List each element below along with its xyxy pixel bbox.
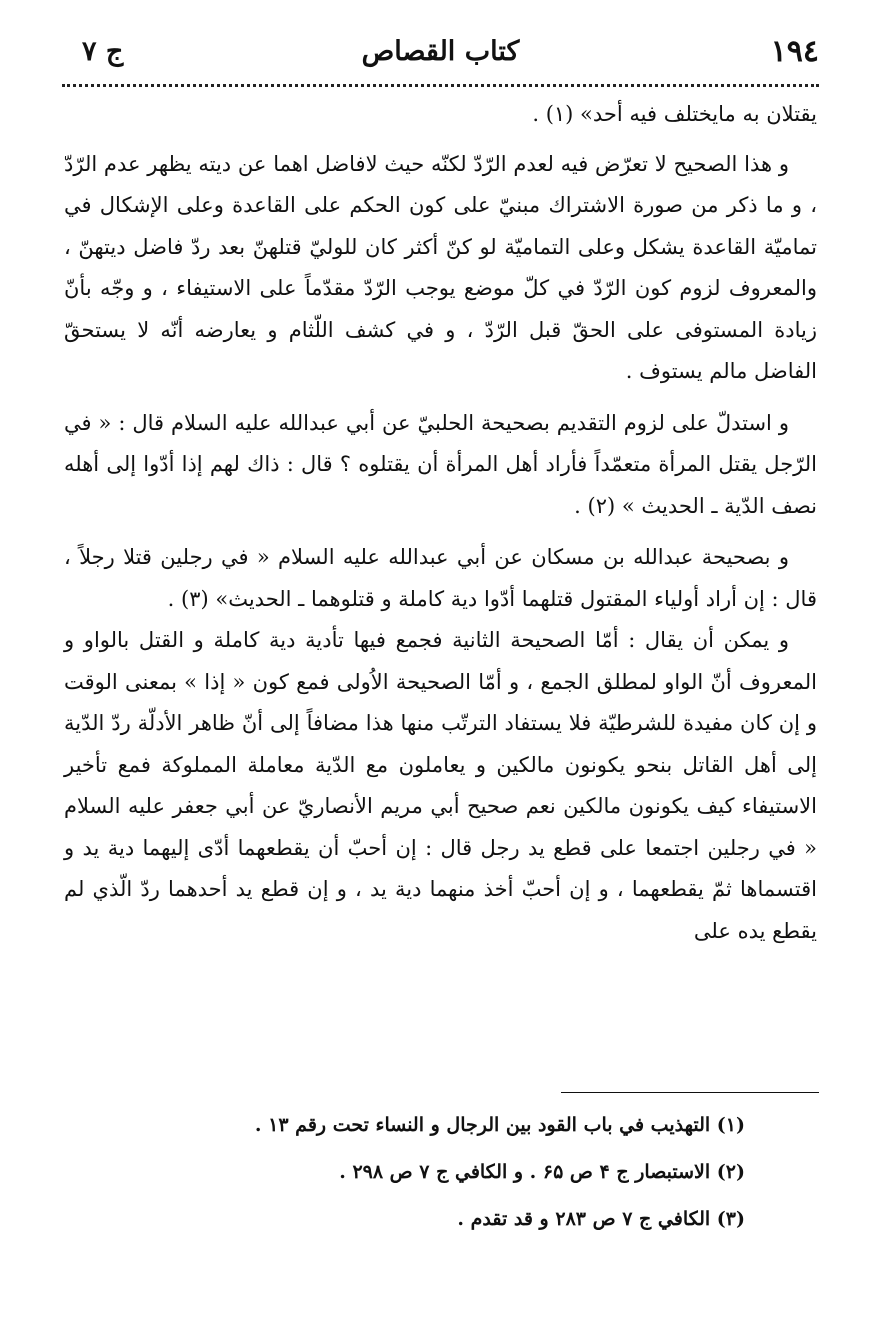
main-text — [64, 94, 817, 952]
paragraph: و هذا الصحيح لا تعرّض فيه لعدم الرّدّ لكنّه حيث لافاضل اهما عن ديته يظهر عدم الرّدّ ، و ما ذكر من صورة الاشتراك مبنيّ على كون الحكم على القاعدة وعلى الإشكال في تماميّة القاعدة يشكل وعلى التماميّة لو كنّ أكثر كان للوليّ قتلهنّ بعد ردّ فاضل ديتهنّ ، والمعروف لزوم كون الرّدّ في كلّ موضع يوجب الرّدّ مقدّماً على الاستيفاء ، و وجّه بأنّ زيادة المستوفى على الحقّ قبل الرّدّ ، و في كشف اللّثام و يعارضه أنّه لا يستحقّ الفاضل مالم يستوف . — [64, 151, 817, 383]
paragraph: و استدلّ على لزوم التقديم بصحيحة الحلبيّ عن أبي عبدالله عليه السلام قال : « في الرّجل يقتل المرأة متعمّداً فأراد أهل المرأة أن يقتلوه ؟ قال : ذاك لهم إذا أدّوا إلى أهله نصف الدّية ـ الحديث » (٢) . — [64, 410, 817, 518]
footnote: (١) التهذيب في باب القود بين الرجال و النساء تحت رقم ١٣ . — [254, 1114, 745, 1136]
volume-label: ج ٧ — [82, 36, 124, 67]
footnote: (٣) الكافي ج ٧ ص ٢٨٣ و قد تقدم . — [457, 1208, 745, 1230]
footnote: (٢) الاستبصار ج ۴ ص ۶۵ . و الكافي ج ٧ ص ٢٩٨ . — [339, 1161, 745, 1183]
footnotes — [145, 1102, 745, 1243]
paragraph: يقتلان به مايختلف فيه أحد» (١) . — [532, 102, 817, 126]
paragraph: و يمكن أن يقال : أمّا الصحيحة الثانية فجمع فيها تأدية دية كاملة و القتل بالواو و المعروف أنّ الواو لمطلق الجمع ، و أمّا الصحيحة الاُولى فمع كون « إذا » بمعنى الوقت و إن كان مفيدة للشرطيّة فلا يستفاد الترتّب منها هذا مضافاً إلى أنّ ظاهر الأدلّة ردّ الدّية إلى أهل القاتل بنحو يكونون مالكين و يعاملون مع الدّية معاملة المملوكة فمع تأخير الاستيفاء كيف يكونون مالكين نعم صحيح أبي مريم الأنصاريّ عن أبي جعفر عليه السلام « في رجلين اجتمعا على قطع يد رجل قال : إن أحبّ أن يقطعهما أدّى إليهما دية يد و اقتسماها ثمّ يقطعهما ، و إن أحبّ أخذ منهما دية يد ، و إن قطع يد أحدهما ردّ الّذي لم يقطع يده على — [64, 628, 817, 943]
book-title: كتاب القصاص — [361, 36, 520, 67]
paragraph: و بصحيحة عبدالله بن مسكان عن أبي عبدالله عليه السلام « في رجلين قتلا رجلاً ، قال : إن أراد أولياء المقتول قتلهما أدّوا دية كاملة و قتلوهما ـ الحديث» (٣) . — [64, 545, 817, 611]
page-header — [62, 34, 819, 80]
header-dotted-divider — [62, 84, 819, 87]
page-number: ١٩٤ — [770, 34, 819, 69]
footnote-divider — [561, 1092, 819, 1093]
